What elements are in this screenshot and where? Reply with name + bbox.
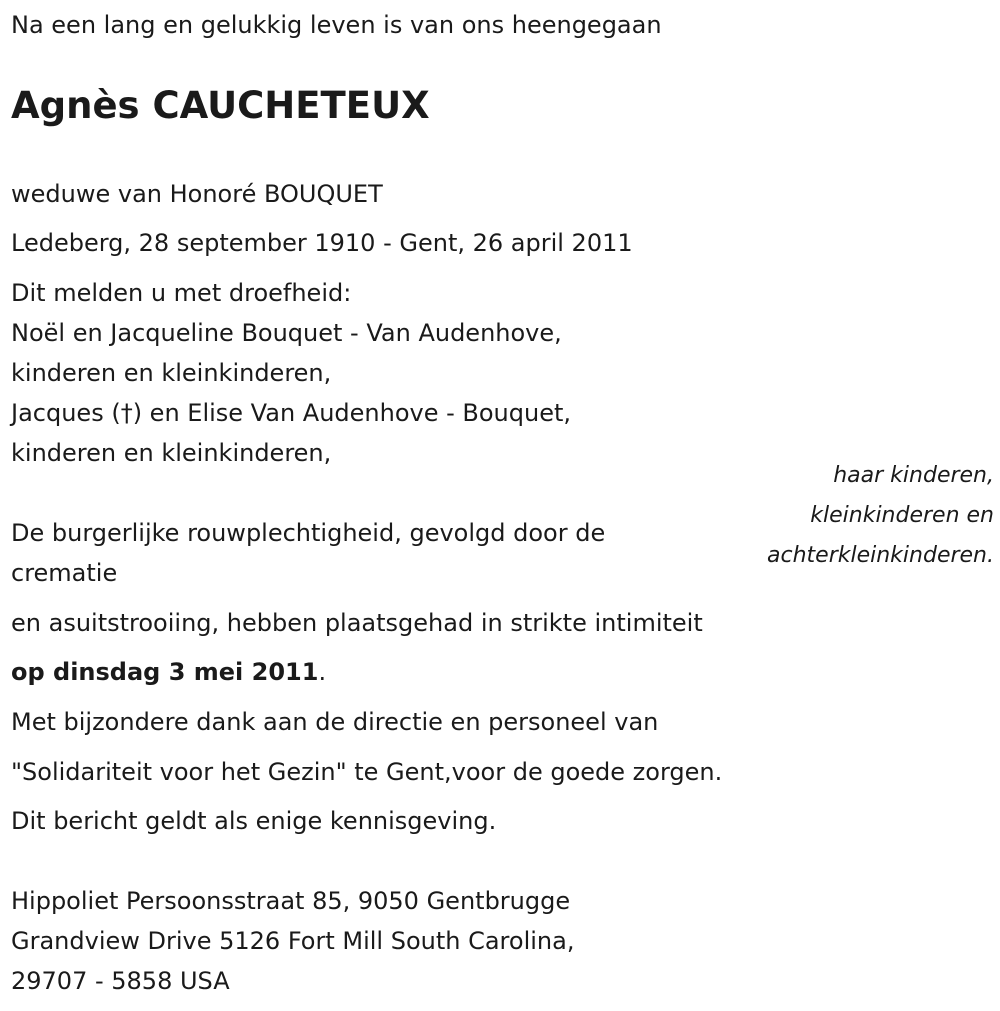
thanks-line: "Solidariteit voor het Gezin" te Gent,voor de goede zorgen. <box>11 758 723 786</box>
ceremony-line: De burgerlijke rouwplechtigheid, gevolgd door de <box>11 519 606 547</box>
family-signature <box>767 456 994 576</box>
life-dates: Ledeberg, 28 september 1910 - Gent, 26 april 2011 <box>11 229 633 257</box>
announcers-heading: Dit melden u met droefheid: <box>11 279 352 307</box>
address-line: Hippoliet Persoonsstraat 85, 9050 Gentbrugge <box>11 887 571 915</box>
ceremony-line: crematie <box>11 559 118 587</box>
address-line: Grandview Drive 5126 Fort Mill South Carolina, <box>11 927 575 955</box>
announcer-line: kinderen en kleinkinderen, <box>11 359 332 387</box>
family-signature-line: haar kinderen, <box>833 463 994 488</box>
widow-of-text: weduwe van Honoré BOUQUET <box>11 180 383 208</box>
announcer-line: Noël en Jacqueline Bouquet - Van Audenhove, <box>11 319 562 347</box>
ceremony-line: en asuitstrooiing, hebben plaatsgehad in strikte intimiteit <box>11 609 703 637</box>
announcer-line: Jacques (†) en Elise Van Audenhove - Bouquet, <box>11 399 572 427</box>
ceremony-date: op dinsdag 3 mei 2011 <box>11 658 319 686</box>
ceremony-date-suffix: . <box>318 658 327 686</box>
family-signature-line: achterkleinkinderen. <box>767 543 994 568</box>
announcer-line: kinderen en kleinkinderen, <box>11 439 332 467</box>
intro-text: Na een lang en gelukkig leven is van ons heengegaan <box>11 11 662 39</box>
thanks-line: Met bijzondere dank aan de directie en personeel van <box>11 708 659 736</box>
notice-text: Dit bericht geldt als enige kennisgeving. <box>11 807 497 835</box>
address-line: 29707 - 5858 USA <box>11 967 230 995</box>
ceremony-date-line <box>11 652 326 692</box>
family-signature-line: kleinkinderen en <box>810 503 994 528</box>
deceased-name: Agnès CAUCHETEUX <box>11 84 430 127</box>
